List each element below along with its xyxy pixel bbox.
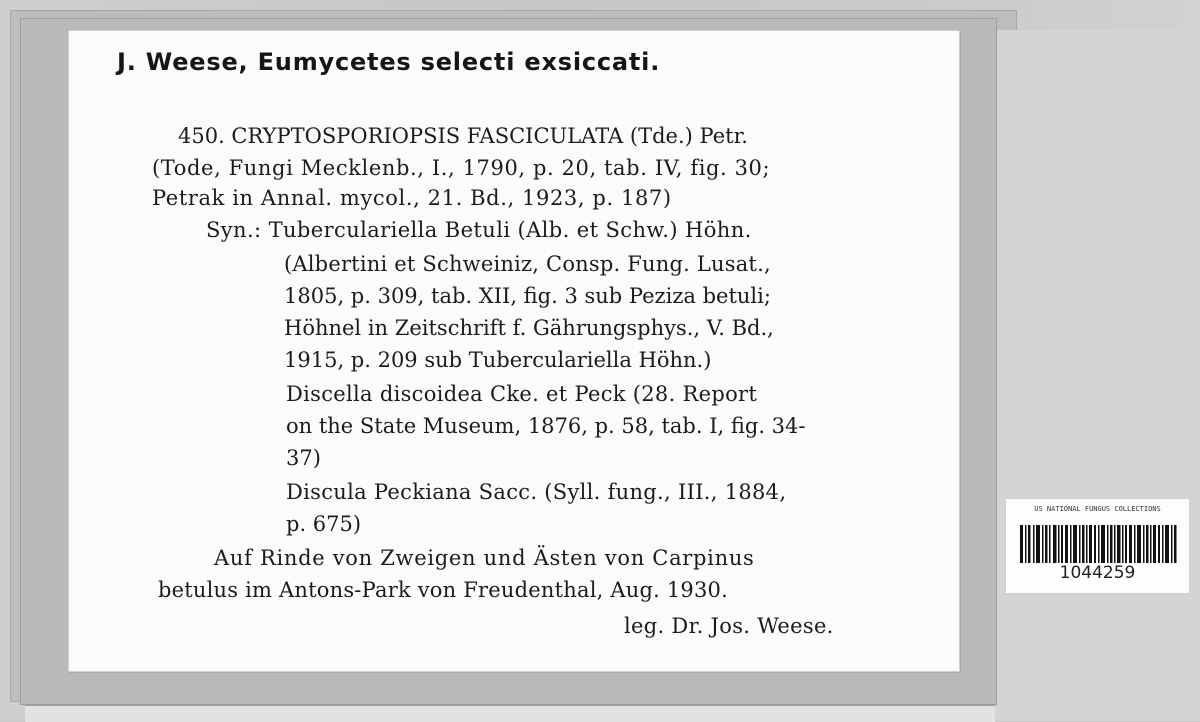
- label-line-synonym-2: Discella discoidea Cke. et Peck (28. Report: [286, 382, 758, 406]
- label-line-synonym-ref-3: Höhnel in Zeitschrift f. Gährungsphys., V. Bd.,: [284, 316, 774, 340]
- label-line-synonym-2-ref-1: on the State Museum, 1876, p. 58, tab. I, fig. 34-: [286, 414, 806, 438]
- label-line-synonym-3-ref: p. 675): [286, 512, 362, 536]
- label-title: J. Weese, Eumycetes selecti exsiccati.: [117, 48, 661, 76]
- barcode-bars: [1018, 525, 1178, 563]
- barcode-number: 1044259: [1059, 563, 1136, 583]
- folder-flap: [990, 30, 1200, 721]
- label-line-synonym-ref-4: 1915, p. 209 sub Tuberculariella Höhn.): [284, 348, 712, 372]
- label-line-citation-1: (Tode, Fungi Mecklenb., I., 1790, p. 20, tab. IV, fig. 30;: [152, 156, 771, 180]
- label-line-synonym-3: Discula Peckiana Sacc. (Syll. fung., III., 1884,: [286, 480, 787, 504]
- label-line-synonym-2-ref-2: 37): [286, 446, 321, 470]
- label-line-collector: leg. Dr. Jos. Weese.: [624, 614, 834, 638]
- label-line-locality-1: Auf Rinde von Zweigen und Ästen von Carpinus: [214, 546, 755, 570]
- bottom-paper-strip: [25, 705, 995, 722]
- label-line-synonym-ref-2: 1805, p. 309, tab. XII, fig. 3 sub Peziza betuli;: [284, 284, 771, 308]
- barcode-institution: US NATIONAL FUNGUS COLLECTIONS: [1034, 505, 1161, 513]
- label-line-locality-2: betulus im Antons-Park von Freudenthal, Aug. 1930.: [158, 578, 728, 602]
- label-line-citation-2: Petrak in Annal. mycol., 21. Bd., 1923, p. 187): [152, 186, 672, 210]
- label-line-synonym-1: Syn.: Tuberculariella Betuli (Alb. et Schw.) Höhn.: [206, 218, 752, 242]
- label-line-taxon: 450. CRYPTOSPORIOPSIS FASCICULATA (Tde.) Petr.: [178, 124, 748, 148]
- label-line-synonym-ref-1: (Albertini et Schweiniz, Consp. Fung. Lusat.,: [284, 252, 771, 276]
- barcode-label: [1005, 498, 1190, 594]
